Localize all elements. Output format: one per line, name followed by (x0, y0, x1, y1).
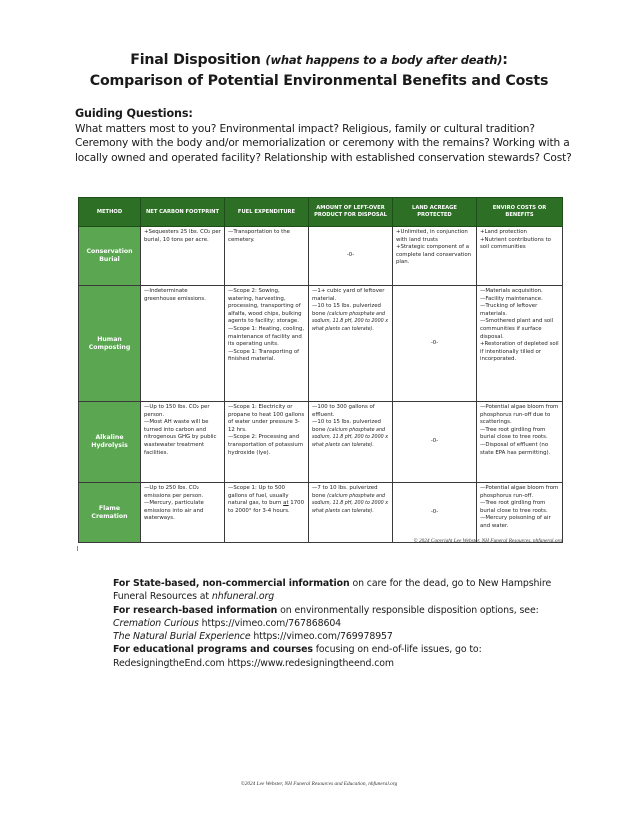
film-2-link[interactable]: https://vimeo.com/769978957 (250, 631, 393, 643)
enviro-cell: +Land protection +Nutrient contributions to soil communities (477, 227, 563, 286)
page-footer: ©2024 Lee Webster, NH Funeral Resources and Education, nhfuneral.org (240, 781, 398, 787)
research-info: For research-based information on environmentally responsible disposition options, see: (113, 604, 539, 616)
guiding-questions-heading: Guiding Questions: (75, 107, 193, 120)
guiding-questions-text: What matters most to you? Environmental impact? Religious, family or cultural tradition? Ceremony with the body and/or memorialization or ceremony with the remains? Working with a locally owned and operated facility? Relationship with established conservation stewards? Cost? (75, 122, 572, 164)
fuel-cell: —Scope 1: Up to 500 gallons of fuel, usually natural gas, to burn at 1700 to 2000° for 3-4 hours. (225, 483, 309, 543)
header-land: LAND ACREAGE PROTECTED (393, 198, 477, 227)
header-enviro: ENVIRO COSTS OR BENEFITS (477, 198, 563, 227)
state-info: For State-based, non-commercial information on care for the dead, go to New Hampshire Funeral Resources at nhfuneral.org (113, 578, 552, 603)
land-cell: -0- (393, 483, 477, 543)
table-row (79, 483, 563, 543)
film-1-link[interactable]: https://vimeo.com/767868604 (198, 617, 342, 629)
title-line-1: Final Disposition (what happens to a body after death): (130, 52, 508, 68)
leftover-cell: —7 to 10 lbs. pulverized bone (calcium phosphate and sodium, 11.8 pH, 200 to 2000 x what plants can tolerate). (309, 483, 393, 543)
method-cell: Human Composting (79, 286, 141, 402)
header-fuel: FUEL EXPENDITURE (225, 198, 309, 227)
table-row (79, 402, 563, 483)
enviro-cell: —Potential algae bloom from phosphorus run-off due to scatterings. —Tree root girdling from burial close to tree roots. —Disposal of effluent (no state EPA has permitting). (477, 402, 563, 483)
land-cell: -0- (393, 286, 477, 402)
guiding-questions (75, 107, 575, 165)
fuel-cell: —Transportation to the cemetery. (225, 227, 309, 286)
title-subtitle: (what happens to a body after death) (265, 53, 503, 67)
fuel-cell: —Scope 1: Electricity or propane to heat 100 gallons of water under pressure 3-12 hrs. —Scope 2: Processing and transportation of potassium hydroxide (lye). (225, 402, 309, 483)
fuel-underlined-word: at (283, 500, 289, 507)
table-row (79, 286, 563, 402)
header-method: METHOD (79, 198, 141, 227)
edu-info: For educational programs and courses focusing on end-of-life issues, go to: (113, 644, 482, 656)
method-cell: Flame Cremation (79, 483, 141, 543)
nhfuneral-link[interactable]: nhfuneral.org (211, 591, 275, 603)
table-copyright: © 2024 Copyright Lee Webster, NH Funeral Resources, nhfuneral.org (413, 538, 562, 544)
film-2: The Natural Burial Experience https://vimeo.com/769978957 (113, 631, 393, 643)
method-cell: Conservation Burial (79, 227, 141, 286)
fuel-cell: —Scope 2: Sowing, watering, harvesting, processing, transporting of alfalfa, wood chips, bulking agents to facility; storage. —Scope 1: Heating, cooling, maintenance of facility and its operating units. —Scope 1: Transporting of finished material. (225, 286, 309, 402)
info-section (113, 577, 583, 670)
enviro-cell: —Potential algae bloom from phosphorus run-off. —Tree root girdling from burial close to tree roots. —Mercury poisoning of air and water. (477, 483, 563, 543)
carbon-cell: —Indeterminate greenhouse emissions. (141, 286, 225, 402)
edu-site-link[interactable]: RedesigningtheEnd.com https://www.redesigningtheend.com (113, 657, 394, 669)
title-line-2: Comparison of Potential Environmental Benefits and Costs (89, 73, 549, 89)
table-header-row (79, 198, 563, 227)
table-row (79, 227, 563, 286)
header-net-carbon: NET CARBON FOOTPRINT (141, 198, 225, 227)
film-1: Cremation Curious https://vimeo.com/767868604 (113, 617, 342, 629)
comparison-table (78, 197, 563, 543)
leftover-cell: —100 to 300 gallons of effluent. —10 to 15 lbs. pulverized bone (calcium phosphate and sodium, 11.8 pH, 200 to 2000 x what plants can tolerate). (309, 402, 393, 483)
leftover-cell: -0- (309, 227, 393, 286)
leftover-cell: —1+ cubic yard of leftover material. —10 to 15 lbs. pulverized bone (calcium phosphate and sodium, 11.8 pH, 200 to 2000 x what plants can tolerate). (309, 286, 393, 402)
carbon-cell: +Sequesters 25 lbs. CO₂ per burial, 10 tons per acre. (141, 227, 225, 286)
land-cell: +Unlimited, in conjunction with land trusts +Strategic component of a complete land conservation plan. (393, 227, 477, 286)
header-leftover: AMOUNT OF LEFT-OVER PRODUCT FOR DISPOSAL (309, 198, 393, 227)
cursor-mark (77, 546, 78, 551)
enviro-cell: —Materials acquisition. —Facility maintenance. —Trucking of leftover materials. —Smothered plant and soil communities if surface disposal. +Restoration of depleted soil if intentionally tilled or incorporated. (477, 286, 563, 402)
method-cell: Alkaline Hydrolysis (79, 402, 141, 483)
carbon-cell: —Up to 150 lbs. CO₂ per person. —Most AH waste will be turned into carbon and nitrogenous GHG by public wastewater treatment facilities. (141, 402, 225, 483)
page-title (0, 50, 638, 92)
carbon-cell: —Up to 250 lbs. CO₂ emissions per person. —Mercury, particulate emissions into air and waterways. (141, 483, 225, 543)
land-cell: -0- (393, 402, 477, 483)
